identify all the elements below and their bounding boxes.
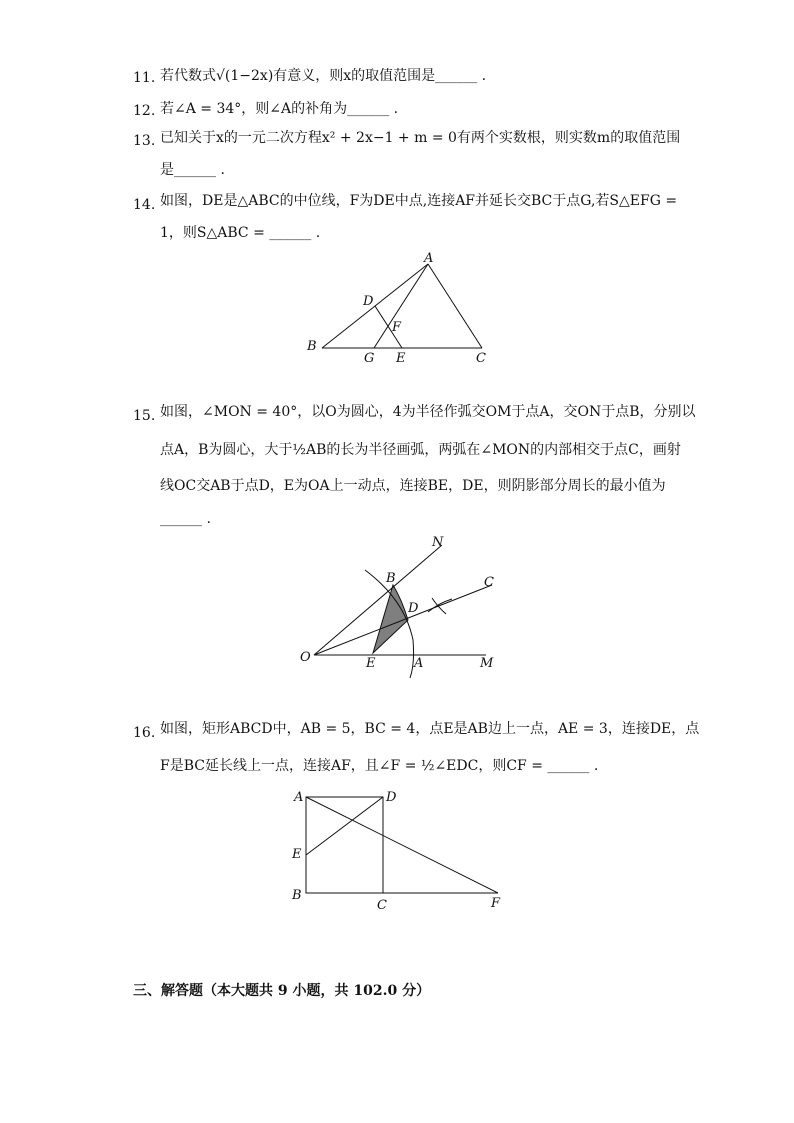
question-13-line-2: 是______ .: [160, 162, 225, 178]
label-c: C: [476, 351, 486, 366]
label-e: E: [396, 351, 406, 366]
question-13-number: 13.: [133, 133, 156, 149]
question-14-line-2: 1，则S△ABC = ______ .: [160, 225, 321, 241]
question-14-line-1: 如图，DE是△ABC的中位线，F为DE中点,连接AF并延长交BC于点G,若S△EFG =: [160, 193, 678, 209]
label-e: E: [292, 847, 302, 862]
ray-oc: [314, 585, 492, 655]
question-16-line-1: 如图，矩形ABCD中，AB = 5，BC = 4，点E是AB边上一点，AE = 3，连接DE，点: [160, 721, 700, 737]
label-n: N: [432, 535, 444, 550]
segment-de: [306, 797, 383, 855]
question-11-number: 11.: [133, 70, 156, 86]
question-11-text: 若代数式√(1−2x)有意义，则x的取值范围是______ .: [160, 68, 487, 84]
label-b: B: [307, 339, 317, 354]
shaded-region: [373, 585, 408, 653]
label-c: C: [377, 898, 387, 912]
segment-ac: [428, 264, 482, 348]
segment-ag: [374, 264, 428, 348]
question-13-line-1: 已知关于x的一元二次方程x² + 2x−1 + m = 0有两个实数根，则实数m的取值范围: [160, 130, 681, 146]
question-15-line-3: 线OC交AB于点D，E为OA上一动点，连接BE，DE，则阴影部分周长的最小值为: [160, 478, 666, 494]
question-15-number: 15.: [133, 408, 156, 424]
label-c: C: [484, 575, 494, 590]
label-a: A: [424, 251, 434, 266]
question-12-number: 12.: [133, 103, 156, 119]
label-b: B: [292, 888, 302, 903]
segment-af: [306, 797, 498, 893]
label-a: A: [414, 656, 424, 671]
question-14-number: 14.: [133, 197, 156, 213]
question-15-line-2: 点A，B为圆心，大于½AB的长为半径画弧，两弧在∠MON的内部相交于点C，画射: [160, 442, 681, 458]
label-o: O: [300, 650, 311, 665]
question-15-line-4: ______ .: [160, 511, 211, 527]
question-12-text: 若∠A = 34°，则∠A的补角为______ .: [160, 101, 399, 117]
label-b: B: [386, 571, 396, 586]
label-d: D: [386, 790, 397, 805]
figure-15-angle-construction: [296, 532, 500, 684]
section-heading: 三、解答题（本大题共 9 小题，共 102.0 分）: [133, 983, 431, 999]
question-16-number: 16.: [133, 725, 156, 741]
label-m: M: [480, 656, 494, 671]
label-f: F: [392, 320, 402, 335]
label-e: E: [366, 656, 376, 671]
figure-16-rectangle: [288, 786, 504, 912]
rectangle-abcd: [306, 797, 383, 893]
question-15-line-1: 如图，∠MON = 40°，以O为圆心，4为半径作弧交OM于点A，交ON于点B，分别以: [160, 404, 696, 420]
label-a: A: [294, 790, 304, 805]
label-d: D: [363, 294, 374, 309]
question-16-line-2: F是BC延长线上一点，连接AF，且∠F = ½∠EDC，则CF = ______ .: [160, 758, 599, 774]
label-g: G: [364, 351, 375, 366]
figure-14-triangle: [300, 246, 500, 368]
label-f: F: [491, 896, 501, 911]
label-d: D: [408, 601, 419, 616]
